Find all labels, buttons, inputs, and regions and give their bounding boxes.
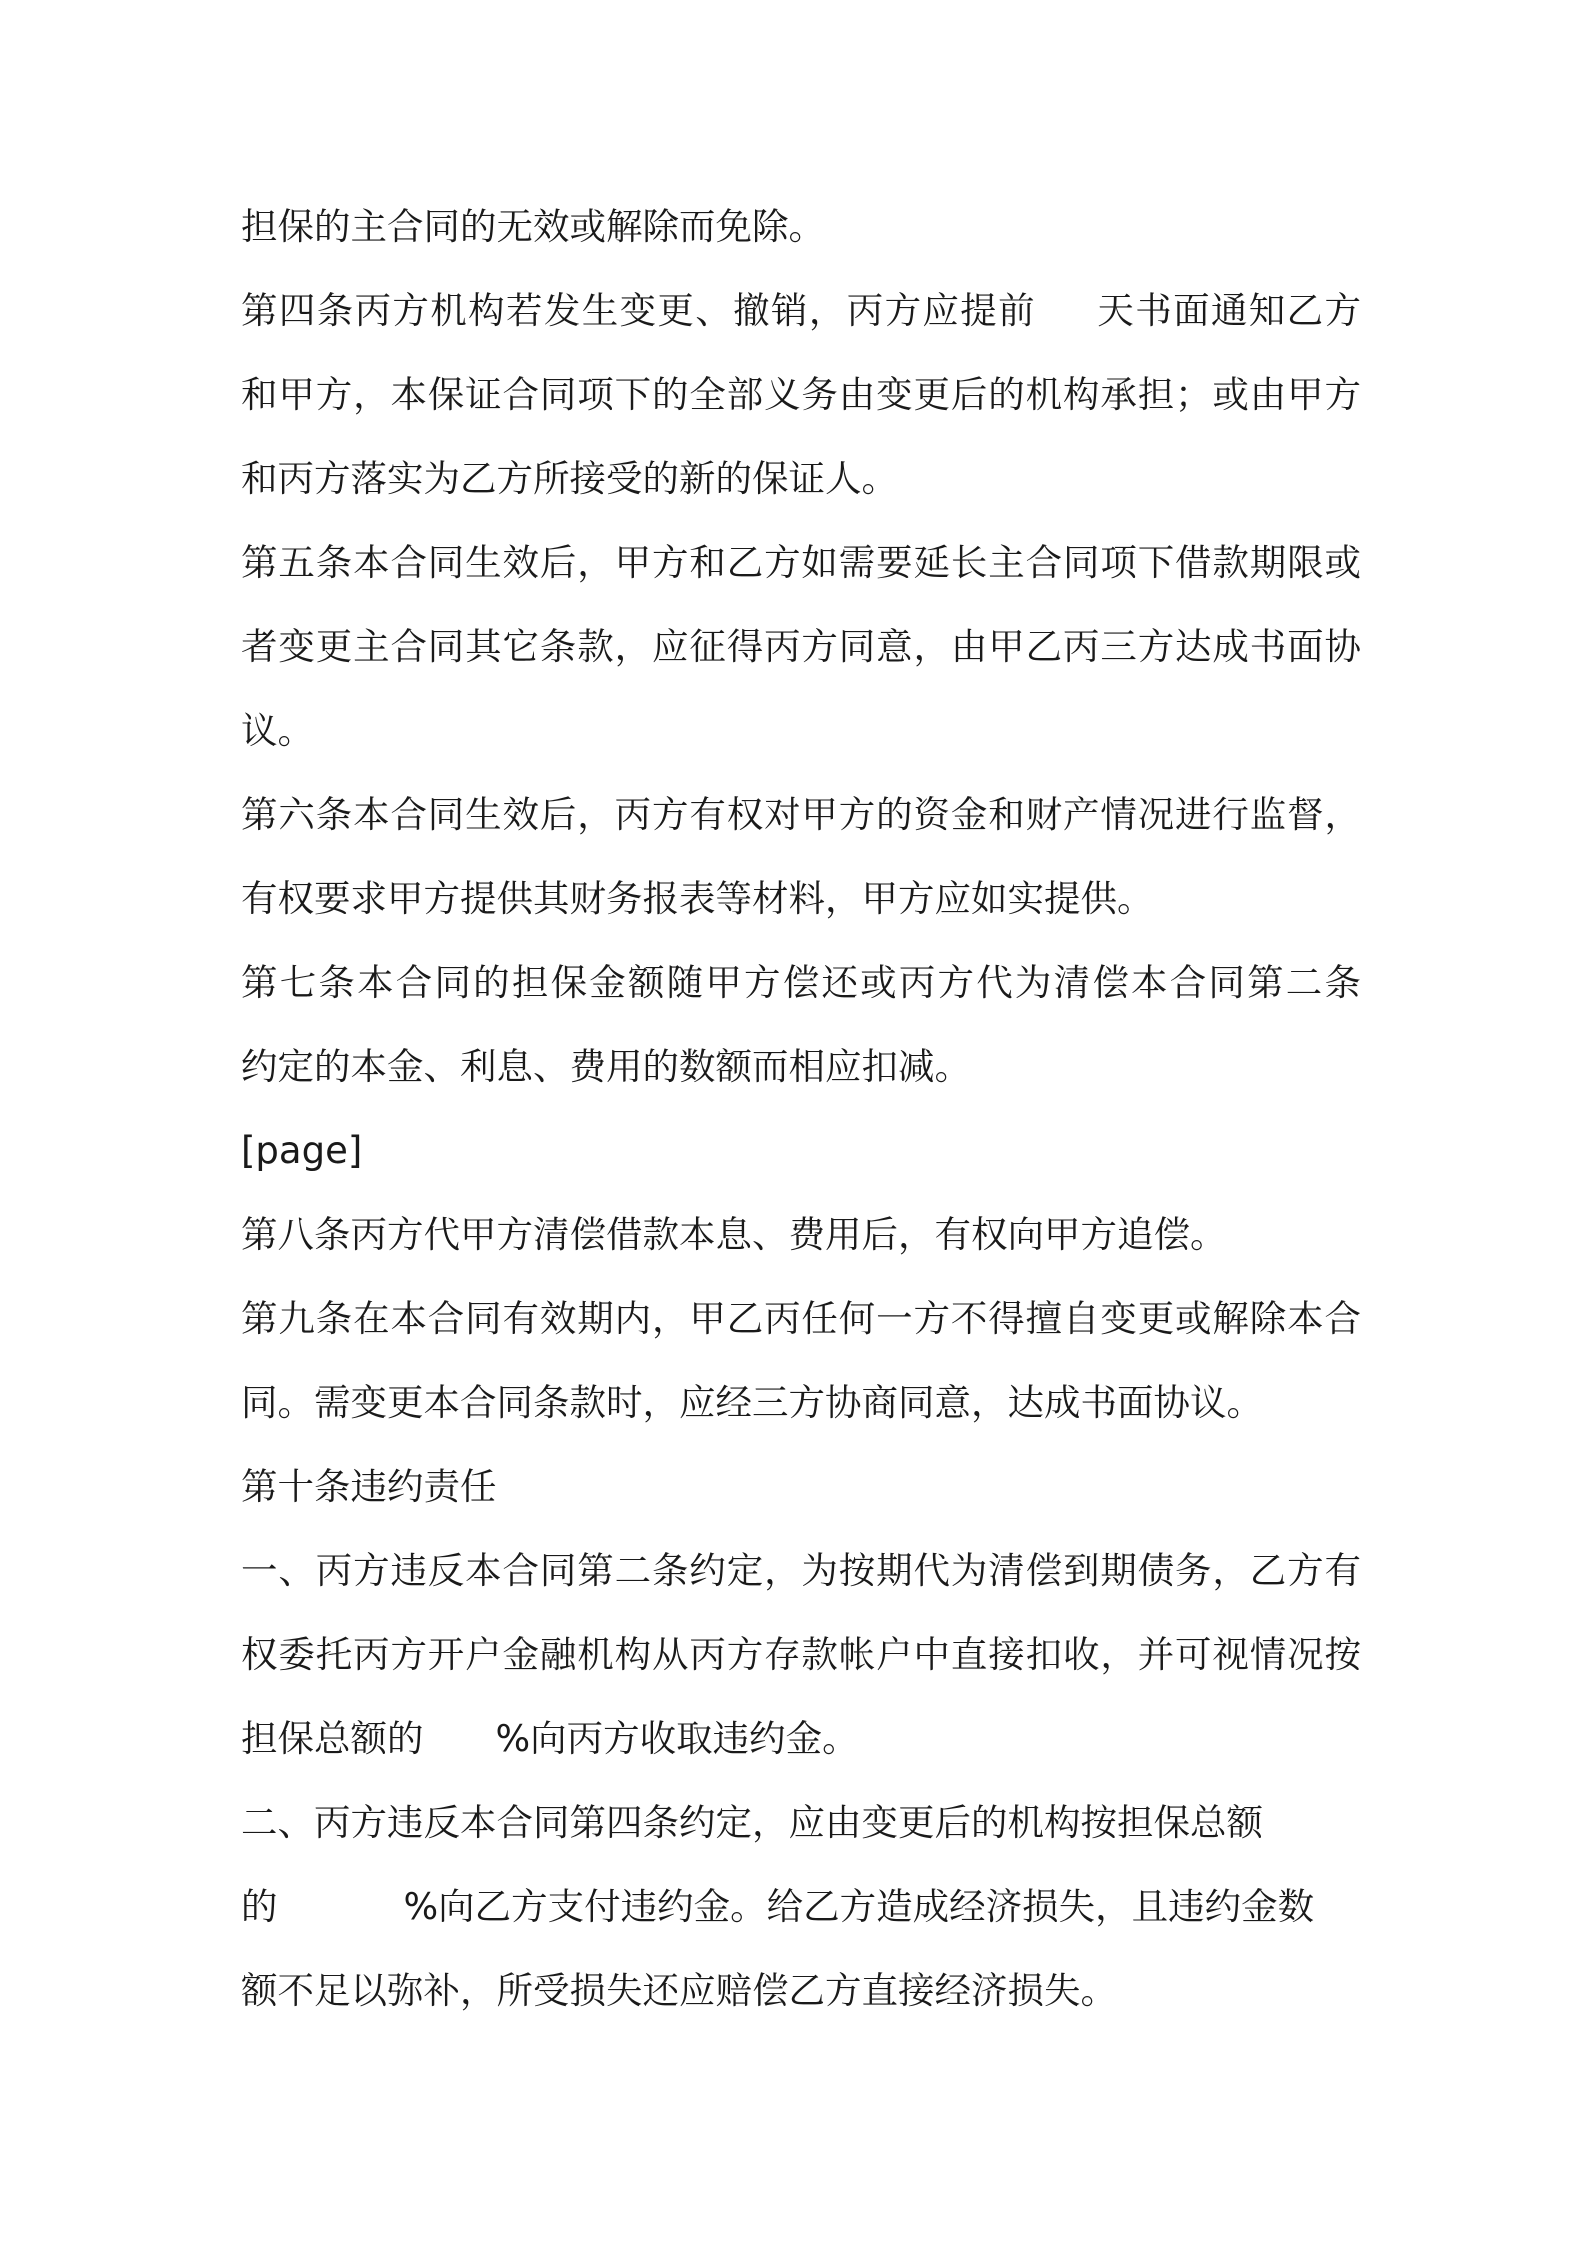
text-line: 第七条本合同的担保金额随甲方偿还或丙方代为清偿本合同第二条 [241, 961, 1361, 1004]
text-line: 同。需变更本合同条款时，应经三方协商同意，达成书面协议。 [241, 1381, 1263, 1424]
text-line: 约定的本金、利息、费用的数额而相应扣减。 [241, 1045, 971, 1088]
text-line [241, 1708, 1361, 1792]
text-line: 有权要求甲方提供其财务报表等材料，甲方应如实提供。 [241, 877, 1154, 920]
section-heading: 第十条违约责任 [241, 1465, 497, 1508]
text-line [241, 1876, 1361, 1960]
text-segment: 的 [241, 1885, 278, 1928]
text-line: 一、丙方违反本合同第二条约定，为按期代为清偿到期债务，乙方有 [241, 1549, 1361, 1592]
text-line: 第六条本合同生效后，丙方有权对甲方的资金和财产情况进行监督， [241, 793, 1361, 836]
text-line: 第九条在本合同有效期内，甲乙丙任何一方不得擅自变更或解除本合 [241, 1297, 1361, 1340]
text-line: 第八条丙方代甲方清偿借款本息、费用后，有权向甲方追偿。 [241, 1213, 1227, 1256]
text-line: 和丙方落实为乙方所接受的新的保证人。 [241, 457, 898, 500]
page-marker: [page] [241, 1129, 363, 1172]
text-segment: %向乙方支付违约金。给乙方造成经济损失，且违约金数 [403, 1885, 1315, 1928]
contract-text [241, 196, 1361, 2044]
text-line [241, 280, 1361, 364]
text-line: 者变更主合同其它条款，应征得丙方同意，由甲乙丙三方达成书面协 [241, 625, 1361, 668]
text-segment: 第四条丙方机构若发生变更、撤销，丙方应提前 [241, 289, 1036, 332]
text-line: 二、丙方违反本合同第四条约定，应由变更后的机构按担保总额 [241, 1801, 1263, 1844]
text-line: 担保的主合同的无效或解除而免除。 [241, 205, 825, 248]
text-line: 权委托丙方开户金融机构从丙方存款帐户中直接扣收，并可视情况按 [241, 1633, 1361, 1676]
text-line: 第五条本合同生效后，甲方和乙方如需要延长主合同项下借款期限或 [241, 541, 1361, 584]
text-segment: 担保总额的 [241, 1717, 424, 1760]
text-line: 和甲方，本保证合同项下的全部义务由变更后的机构承担；或由甲方 [241, 373, 1361, 416]
text-segment: %向丙方收取违约金。 [495, 1717, 859, 1760]
text-line: 额不足以弥补，所受损失还应赔偿乙方直接经济损失。 [241, 1969, 1117, 2012]
text-line: 议。 [241, 709, 314, 752]
text-segment: 天书面通知乙方 [1096, 289, 1362, 332]
